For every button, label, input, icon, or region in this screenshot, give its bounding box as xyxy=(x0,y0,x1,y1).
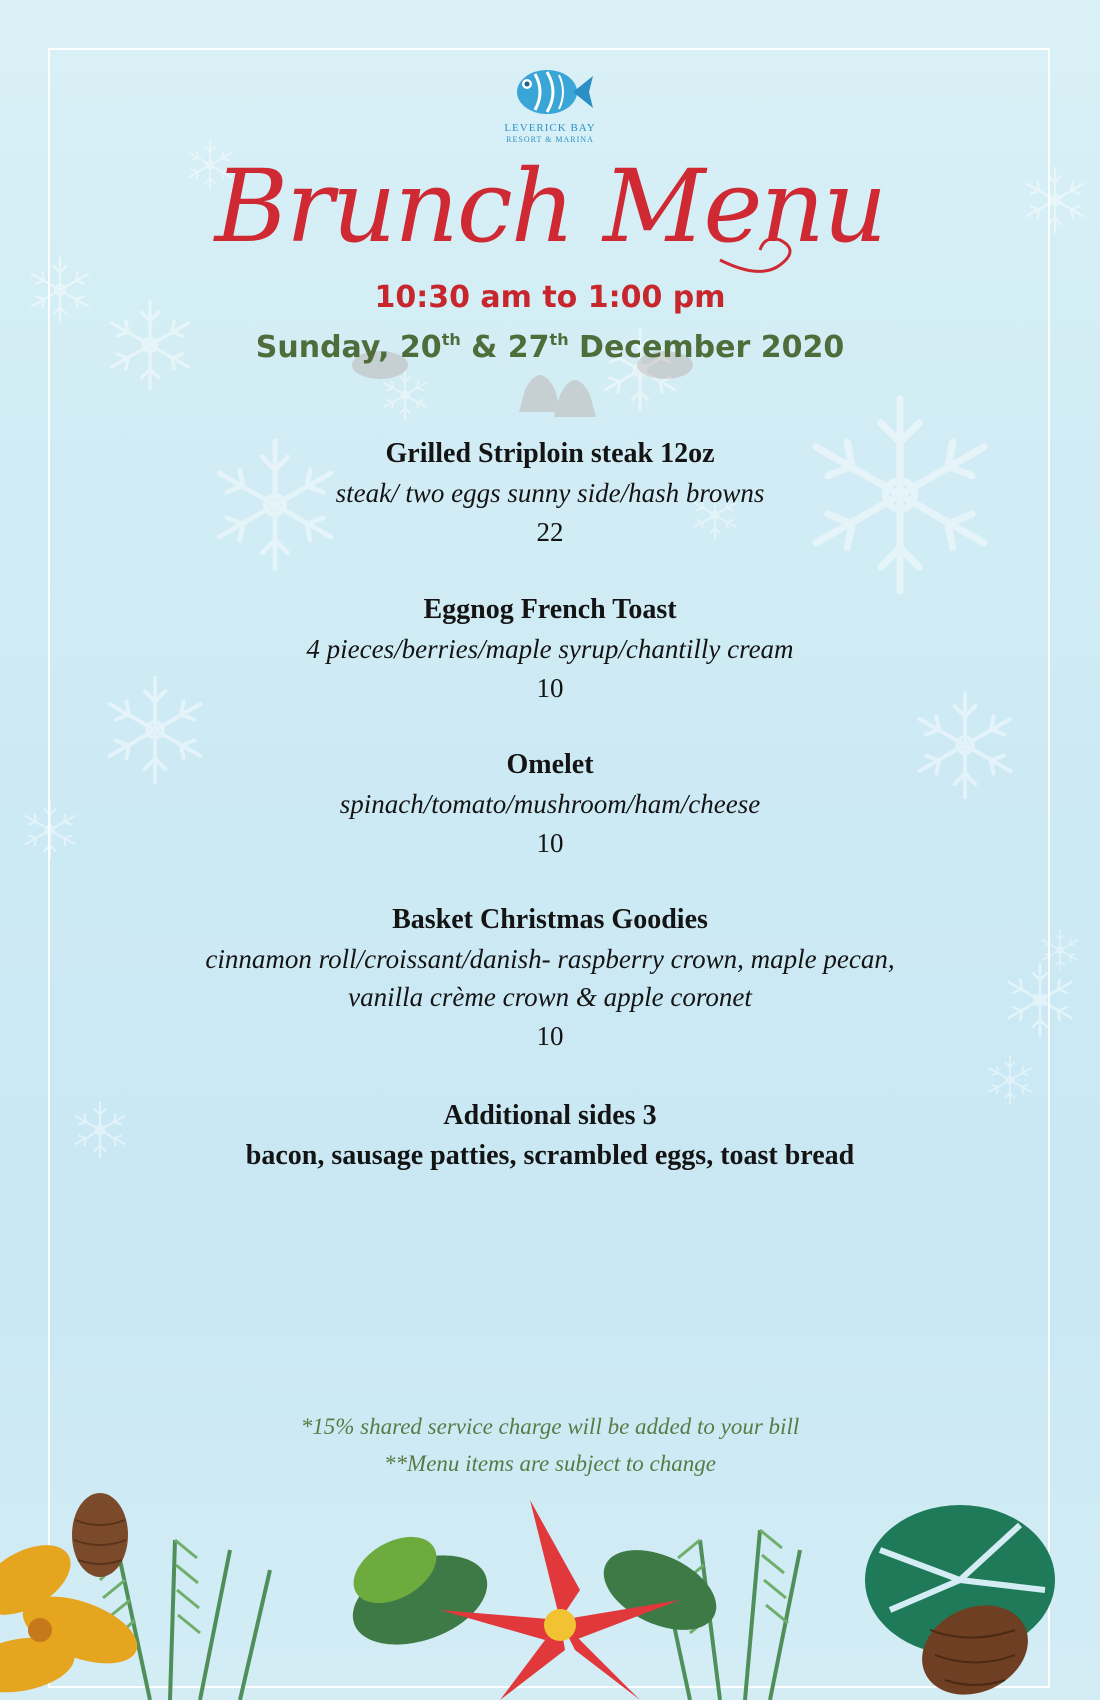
logo-subtitle: RESORT & MARINA xyxy=(506,135,594,144)
menu-item-name: Eggnog French Toast xyxy=(423,594,677,625)
floral-border-illustration xyxy=(0,1480,1100,1700)
menu-item xyxy=(0,590,1100,708)
menu-item-description-line2: vanilla crème crown & apple coronet xyxy=(348,982,752,1012)
logo-caption xyxy=(480,123,620,145)
additional-sides xyxy=(0,1096,1100,1176)
menu-item-description: steak/ two eggs sunny side/hash browns xyxy=(335,478,765,508)
menu-item-price: 10 xyxy=(536,828,564,858)
menu-item xyxy=(0,900,1100,1056)
page-title: Brunch Menu xyxy=(214,148,886,265)
service-date: Sunday, 20th & 27th December 2020 xyxy=(255,330,845,365)
menu-item-description: spinach/tomato/mushroom/ham/cheese xyxy=(339,789,761,819)
menu-change-note: **Menu items are subject to change xyxy=(384,1451,716,1476)
menu-item-description: cinnamon roll/croissant/danish- raspberry crown, maple pecan, xyxy=(205,944,895,974)
sides-list: bacon, sausage patties, scrambled eggs, toast bread xyxy=(245,1140,855,1171)
menu-item-price: 10 xyxy=(536,673,564,703)
fish-logo-icon xyxy=(505,62,595,122)
menu-item-name: Grilled Striploin steak 12oz xyxy=(385,438,715,469)
menu-item-price: 10 xyxy=(536,1021,564,1051)
footnotes xyxy=(0,1408,1100,1482)
menu-item-description: 4 pieces/berries/maple syrup/chantilly cream xyxy=(306,634,794,664)
menu-item-name: Omelet xyxy=(506,749,594,780)
menu-item xyxy=(0,434,1100,552)
menu-item-price: 22 xyxy=(536,517,564,547)
menu-item xyxy=(0,745,1100,863)
menu-item-name: Basket Christmas Goodies xyxy=(392,904,708,935)
logo-name: LEVERICK BAY xyxy=(504,122,596,134)
service-hours: 10:30 am to 1:00 pm xyxy=(374,280,726,315)
service-charge-note: *15% shared service charge will be added to your bill xyxy=(300,1414,800,1439)
sides-title: Additional sides 3 xyxy=(443,1100,657,1131)
